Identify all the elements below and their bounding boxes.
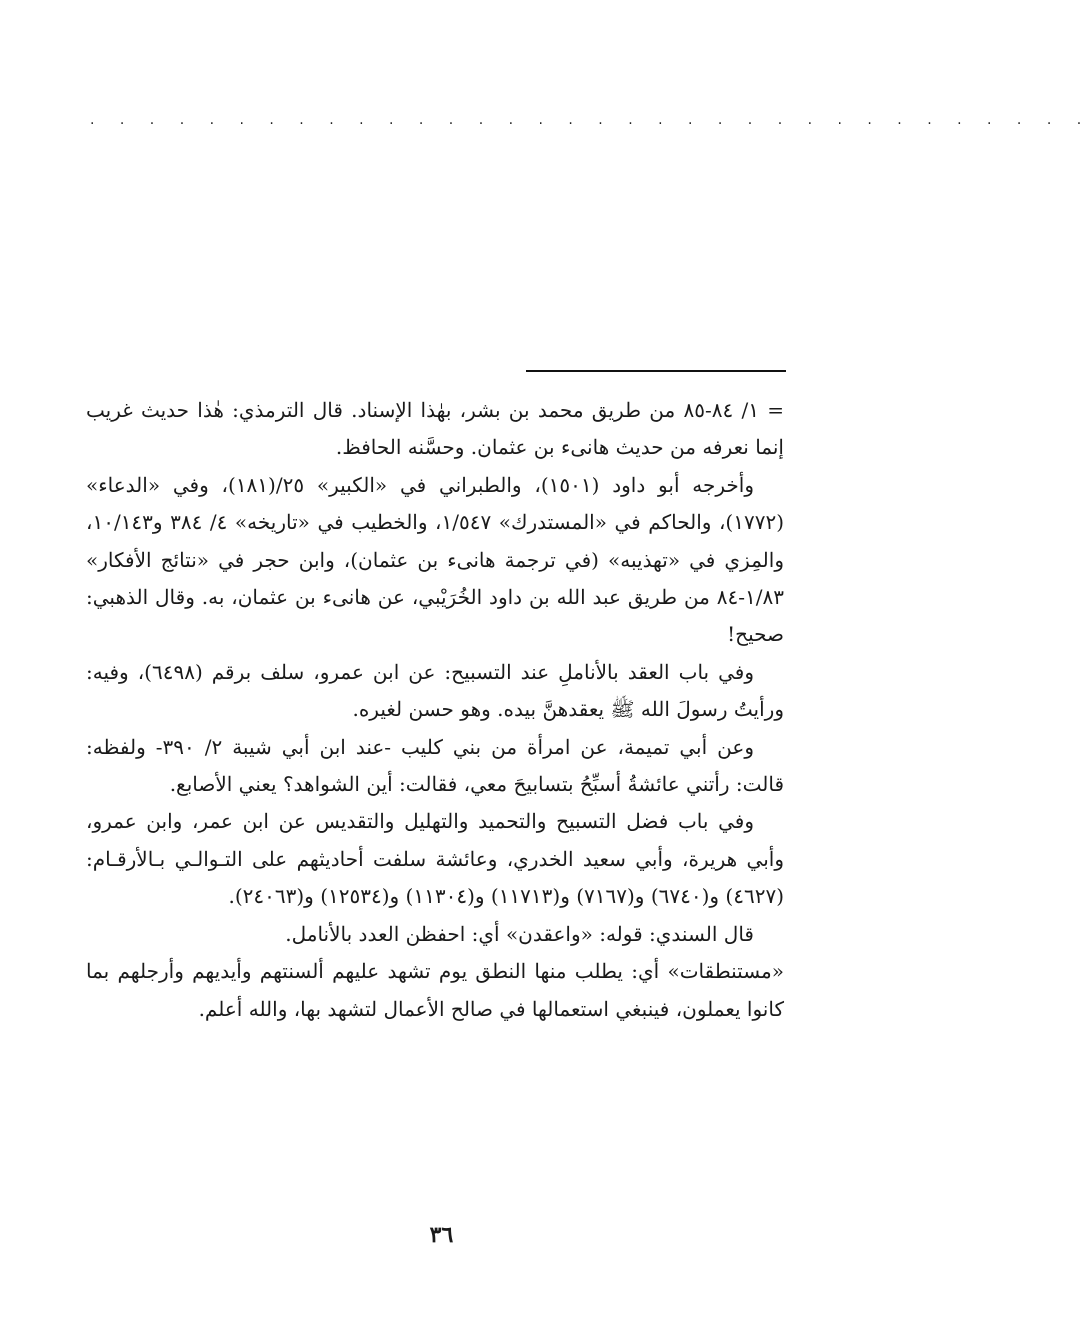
dotted-separator: . . . . . . . . . . . . . . . . . . . . . . . . . . . . . . . . . .: [90, 112, 1092, 128]
page-number: ٣٦: [429, 1222, 454, 1248]
footnote-paragraph: وفي باب العقد بالأناملِ عند التسبيح: عن ابن عمرو، سلف برقم (٦٤٩٨)، وفيه: ورأيتُ رسولَ الله ﷺ يعقدهنَّ بيده. وهو حسن لغيره.: [86, 659, 784, 722]
footnote-continuation: = ١/ ٨٤-٨٥ من طريق محمد بن بشر، بهٰذا الإسناد. قال الترمذي: هٰذا حديث غريب إنما نعرفه من حديث هانىء بن عثمان. وحسَّنه الحافظ.: [86, 398, 784, 460]
footnote-paragraph: قال السندي: قوله: «واعقدن» أي: احفظن العدد بالأنامل.: [285, 921, 754, 946]
footnote-paragraph: وعن أبي تميمة، عن امرأة من بني كليب -عند ابن أبي شيبة ٢/ ٣٩٠- ولفظه: قالت: رأتني عائشةُ أسبِّحُ بتسابيحَ معي، فقالت: أين الشواهد؟ يعني الأصابع.: [86, 734, 784, 797]
footnotes: [86, 392, 784, 1028]
footnote-paragraph: «مستنطقات» أي: يطلب منها النطق يوم تشهد عليهم ألسنتهم وأيديهم وأرجلهم بما كانوا يعملون، فينبغي استعمالها في صالح الأعمال لتشهد بها، والله أعلم.: [86, 959, 784, 1021]
footnote-paragraph: وفي باب فضل التسبيح والتحميد والتهليل والتقديس عن ابن عمر، وابن عمرو، وأبي هريرة، وأبي سعيد الخدري، وعائشة سلفت أحاديثهم على التـوالـي بـالأرقـام: (٤٦٢٧) و(٦٧٤٠) و(٧١٦٧) و(١١٧١٣) و(١١٣٠٤) و(١٢٥٣٤) و(٢٤٠٦٣).: [86, 809, 784, 909]
footnote-rule: [526, 370, 786, 372]
footnote-paragraph: وأخرجه أبو داود (١٥٠١)، والطبراني في «الكبير» ٢٥/(١٨١)، وفي «الدعاء» (١٧٧٢)، والحاكم في «المستدرك» ١/٥٤٧، والخطيب في «تاريخه» ٤/ ٣٨٤ و١٠/١٤٣، والمِزي في «تهذيبه» (في ترجمة هانىء بن عثمان)، وابن حجر في «نتائج الأفكار» ١/٨٣-٨٤ من طريق عبد الله بن داود الخُرَيْبي، عن هانىء بن عثمان، به. وقال الذهبي: صحيح!: [86, 472, 784, 647]
